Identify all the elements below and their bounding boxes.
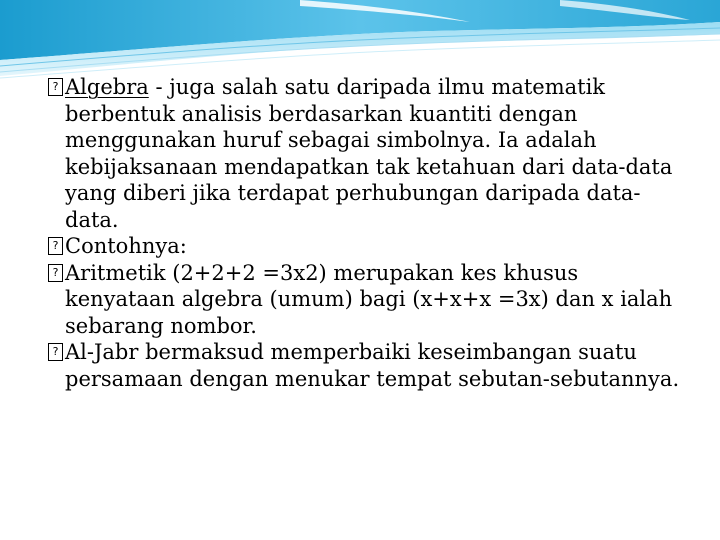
paragraph-arithmetic	[48, 260, 688, 340]
slide-body-text	[48, 74, 688, 392]
bullet-glyph: ?	[48, 78, 63, 96]
paragraph-example-heading	[48, 233, 688, 260]
al-jabr-text: Al-Jabr bermaksud memperbaiki keseimbangan suatu persamaan dengan menukar tempat sebutan-sebutannya.	[65, 340, 680, 391]
paragraph-al-jabr	[48, 339, 688, 392]
arithmetic-text: Aritmetik (2+2+2 =3x2) merupakan kes khusus kenyataan algebra (umum) bagi (x+x+x =3x) dan x ialah sebarang nombor.	[65, 260, 673, 338]
bullet-glyph: ?	[48, 264, 63, 282]
term-algebra-link[interactable]: Algebra	[65, 75, 149, 99]
paragraph-definition	[48, 74, 688, 233]
example-heading-text: Contohnya:	[65, 234, 187, 258]
bullet-glyph: ?	[48, 343, 63, 361]
bullet-glyph: ?	[48, 237, 63, 255]
definition-text: - juga salah satu daripada ilmu matematik berbentuk analisis berdasarkan kuantiti dengan menggunakan huruf sebagai simbolnya. Ia adalah kebijaksanaan mendapatkan tak ketahuan dari data-data yang diberi jika terdapat perhubungan daripada data-data.	[65, 75, 673, 232]
